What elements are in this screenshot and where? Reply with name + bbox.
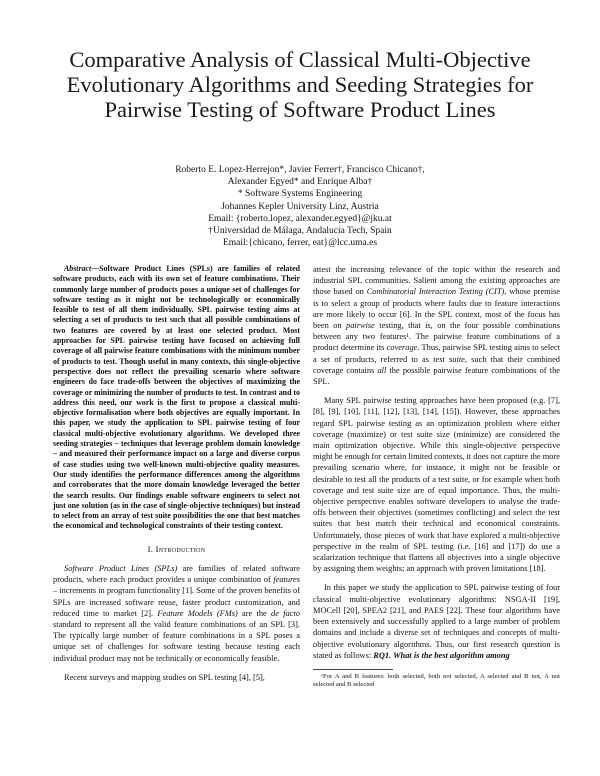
emph-text: Combinatorial Interaction Testing (CIT) xyxy=(366,287,505,297)
body-text: are the xyxy=(237,608,272,618)
body-text: standard to represent all the valid feature combinations of an SPL [3]. The typically large number of feature combinations in a SPL poses a unique set of challenges for software testing because testing each individual product may not be technically or economically feasible. xyxy=(53,619,300,663)
footnote-text: ¹For A and B features: both selected, both not selected, A selected and B not, A not selected and B selected xyxy=(313,672,560,689)
paper-title xyxy=(40,47,560,122)
title-line: Pairwise Testing of Software Product Lines xyxy=(104,97,496,122)
title-line: Comparative Analysis of Classical Multi-Objective xyxy=(69,47,531,72)
email: Email:{chicano, ferrer, eat}@lcc.uma.es xyxy=(222,238,378,249)
author-names: Roberto E. Lopez-Herrejon*, Javier Ferrer†, Francisco Chicano†, xyxy=(175,165,425,175)
emph-text: coverage xyxy=(386,343,418,353)
intro-paragraph xyxy=(53,563,300,664)
emph-text: Feature Models (FMs) xyxy=(157,608,238,618)
author-names: Alexander Egyed* and Enrique Alba† xyxy=(227,177,373,188)
emph-text: pairwise xyxy=(346,321,375,331)
abstract-lead: Abstract xyxy=(64,264,92,273)
body-text: , whose premise is to select a group of products where faults due to feature interactions are more likely to occur [6]. In the SPL context, most of the focus has been on xyxy=(313,287,561,331)
abstract-text: —Software Product Lines (SPLs) are families of related software products, each with its own set of feature combinations. Their commonly large number of products poses a unique set of challenges for software testing as it might not be technologically or economically feasible to test of all them individually. SPL pairwise testing aims at selecting a set of products to test such that all possible combinations of two features are covered by at least one selected product. Most approaches for SPL pairwise testing have focused on achieving full coverage of all pairwise feature combinations with the minimum number of products to test. Though useful in many contexts, this single-objective perspective does not reflect the prevailing scenario where software engineers do face trade-offs between the objectives of maximizing the coverage or minimizing the number of products to test. In contrast and to address this need, our work is the first to propose a classical multi-objective formalisation where both objectives are equally important. In this paper, we study the application to SPL pairwise testing of four classical multi-objective evolutionary algorithms. We developed three seeding strategies – techniques that leverage problem domain knowledge – and measured their performance impact on a large and diverse corpus of case studies using two well-known multi-objective quality measures. Our study identifies the performance differences among the algorithms and corroborates that the more domain knowledge leveraged the better the search results. Our findings enable software engineers to select not just one solution (as in the case of single-objective techniques) but instead to select from an array of test suite possibilities the one that best matches the economical and technological constraints of their testing context. xyxy=(53,264,301,531)
body-paragraph xyxy=(313,264,560,387)
body-text: . Thus, pairwise SPL testing aims to select a set of products, referred to as xyxy=(313,343,560,364)
footnote-divider xyxy=(313,669,393,670)
body-paragraph xyxy=(313,582,560,660)
research-question: RQ1. What is the best algorithm among xyxy=(373,650,510,660)
body-text: , such that their combined coverage contains xyxy=(313,354,560,375)
title-line: Evolutionary Algorithms and Seeding Strategies for xyxy=(66,72,534,97)
email: Email: {roberto.lopez, alexander.egyed}@jku.at xyxy=(208,213,392,224)
body-text: are families of related software products, where each product provides a unique combination of xyxy=(53,563,301,585)
emph-text: test suite xyxy=(433,354,465,364)
body-text: testing, that is, on the four possible combinations between any two features¹. The pairwise feature combinations of a product determine its xyxy=(313,321,560,353)
emph-text: features xyxy=(273,575,300,585)
author-block xyxy=(120,164,480,249)
affiliation: * Software Systems Engineering xyxy=(237,189,363,200)
body-text: attest the increasing relevance of the topic within the research and industrial SPL communities. Salient among the existing approaches are those based on xyxy=(313,265,560,297)
emph-text: all xyxy=(377,365,387,375)
body-text: the possible pairwise feature combinations of the SPL. xyxy=(313,365,560,387)
abstract xyxy=(53,264,300,532)
section-heading: I. Introduction xyxy=(147,543,206,554)
left-column xyxy=(53,264,300,691)
emph-text: Software Product Lines (SPLs) xyxy=(64,563,178,573)
body-text: In this paper we study the application to SPL pairwise testing of four classical multi-objective evolutionary algorithms: NSGA-II [19], MOCell [20], SPEA2 [21], and PAES [22]. These four algorithms have been extensively and successfully applied to a large number of problem domains and include a diverse set of techniques and concepts of multi-objective evolutionary algorithms. Thus, our first research question is stated as follows: xyxy=(313,583,560,660)
body-paragraph: Many SPL pairwise testing approaches have been proposed (e.g. [7], [8], [9], [10], [11], [12], [13], [14], [15]). However, these approaches regard SPL pairwise testing as an optimization problem where either coverage (maximize) or test suite size (minimize) are considered the main optimization objective. While this single-objective perspective might be enough for certain limited contexts, it does not capture the more prevailing scenario where, for instance, it might not be feasible or desirable to test all the products of a test suite, or for example when both coverage and test suite size are of equal importance. Thus, the multi-objective perspective enables software developers to analyse the trade-offs between their objectives (sometimes conflicting) and select the test suites that best match their technical and economical constraints. Unfortunately, those pieces of work that have explored a multi-objective perspective in the realm of SPL testing (i.e. [16] and [17]) do use a scalarization technique that flattens all objectives into a single objective by assigning them weights; an approach with proven limitations [18]. xyxy=(313,396,560,574)
intro-paragraph: Recent surveys and mapping studies on SPL testing [4], [5], xyxy=(64,672,265,682)
emph-text: de facto xyxy=(271,608,300,618)
affiliation: †Universidad de Málaga, Andalucia Tech, Spain xyxy=(208,226,392,237)
body-text: – increments in program functionality [1]. Some of the proven benefits of SPLs are increased software reuse, faster product customization, and reduced time to market [2]. xyxy=(53,586,300,618)
affiliation: Johannes Kepler University Linz, Austria xyxy=(221,201,379,212)
right-column xyxy=(313,264,560,689)
footnote xyxy=(313,673,560,689)
